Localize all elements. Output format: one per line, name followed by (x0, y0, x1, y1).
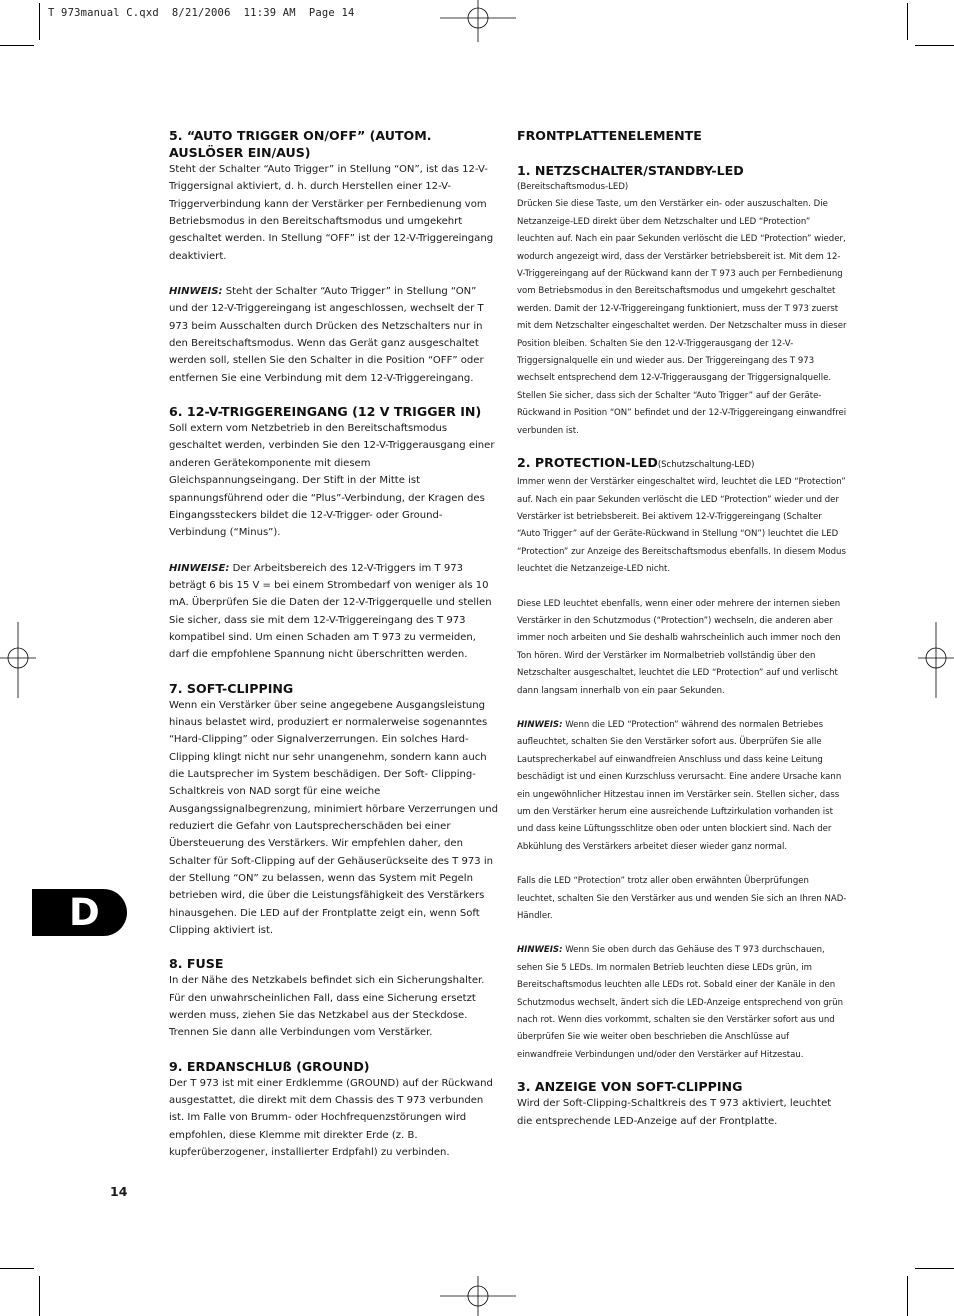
section-heading: 1. NETZSCHALTER/STANDBY-LED (517, 163, 744, 178)
paragraph-text: Steht der Schalter “Auto Trigger” in Stellung “ON” und der 12-V-Triggereingang ist angeschlossen, wechselt der T 973 beim Ausschalten durch Drücken des Netzschalters nur in den Bereitschaftsmodus. Wenn das Gerät ganz ausgeschaltet werden soll, stellen Sie den Schalter in die Position “OFF” oder entfernen Sie eine Verbindung mit dem 12-V-Triggereingang. (169, 286, 484, 384)
note-paragraph (517, 942, 847, 1064)
note-paragraph (169, 283, 498, 387)
paragraph (169, 972, 498, 1041)
section-heading: 3. ANZEIGE VON SOFT-CLIPPING (517, 1079, 743, 1095)
paragraph-text: Steht der Schalter “Auto Trigger” in Stellung “ON”, ist das 12-V-Triggersignal aktiviert, d. h. durch Herstellen einer 12-V-Triggerverbindung kann der Verstärker per Fernbedienung vom Betriebsmodus in den Bereitschaftsmodus und umgekehrt geschaltet werden. In Stellung “OFF” ist der 12-V-Triggereingang deaktiviert. (169, 164, 494, 262)
paragraph-text: Wenn Sie oben durch das Gehäuse des T 973 durchschauen, sehen Sie 5 LEDs. Im normalen Betrieb leuchten diese LEDs grün, im Bereitschaftsmodus leuchten alle LEDs rot. Sobald einer der Kanäle in den Schutzmodus wechselt, ändert sich die LED-Anzeige entsprechend von grün nach rot. Wenn dies vorkommt, schalten sie den Verstärker sofort aus und überprüfen Sie wie weiter oben beschrieben die Anschlüsse auf einwandfreie Verbindungen und/oder den Verstärker auf Hitzestau. (517, 945, 843, 1060)
section-12v-trigger-in (169, 403, 498, 663)
paragraph (169, 1075, 498, 1162)
paragraph (517, 474, 847, 578)
note-paragraph (169, 560, 498, 664)
registration-mark-top (440, 0, 516, 42)
note-label: HINWEIS: (517, 945, 563, 956)
paragraph-text: Soll extern vom Netzbetrieb in den Bereitschaftsmodus geschaltet werden, verbinden Sie den 12-V-Triggerausgang einer anderen Gerätekomponente mit diesem Gleichspannungseingang. Der Stift in der Mitte ist spannungsführend oder die “Plus”-Verbindung, der Kragen des Eingangssteckers bildet die 12-V-Trigger- oder Ground-Verbindung (“Minus”). (169, 423, 495, 539)
section-heading: 7. SOFT-CLIPPING (169, 680, 294, 696)
paragraph-text: Wenn ein Verstärker über seine angegebene Ausgangsleistung hinaus belastet wird, produziert er normalerweise sogenanntes “Hard-Clipping” oder Signalverzerrungen. Ein solches Hard-Clipping klingt nicht nur sehr unangenehm, sondern kann auch die Lautsprecher im System beschädigen. Der Soft- Clipping-Schaltkreis von NAD sorgt für eine weiche Ausgangssignalbegrenzung, minimiert hörbare Verzerrungen und reduziert die Gefahr von Lautsprecherschäden bei einer Übersteuerung des Verstärkers. Wir empfehlen daher, den Schalter für Soft-Clipping auf der Gehäuserückseite des T 973 in der Stellung “ON” zu belassen, wenn das System mit Pegeln betrieben wird, die über die Leistungsfähigkeit des Verstärkers hinausgehen. Die LED auf der Frontplatte zeigt ein, wenn Soft Clipping aktiviert ist. (169, 699, 499, 937)
paragraph (517, 873, 847, 925)
note-label: HINWEIS: (517, 719, 563, 730)
crop-mark (0, 45, 34, 46)
section-heading: 5. “AUTO TRIGGER ON/OFF” (AUTOM. AUSLÖSER EIN/AUS) (169, 128, 432, 160)
crop-mark (39, 1276, 40, 1316)
paragraph: Wird der Soft-Clipping-Schaltkreis des T 973 aktiviert, leuchtet die entsprechende LED-Anzeige auf der Frontplatte. (517, 1098, 832, 1127)
file-slug: T 973manual C.qxd 8/21/2006 11:39 AM Page 14 (48, 7, 355, 19)
section-heading (517, 454, 847, 474)
paragraph (517, 596, 847, 700)
heading-suffix: (Schutzschaltung-LED) (657, 460, 755, 471)
page-number: 14 (110, 1184, 128, 1199)
right-column (517, 127, 847, 1130)
crop-mark (39, 3, 40, 40)
paragraph-text: Falls die LED “Protection” trotz aller oben erwähnten Überprüfungen leuchtet, schalten Sie den Verstärker aus und wenden Sie sich an Ihren NAD-Händler. (517, 876, 847, 922)
note-paragraph (517, 717, 847, 856)
note-label: HINWEIS: (169, 286, 223, 298)
crop-mark (915, 45, 954, 46)
paragraph (169, 161, 498, 265)
section-fuse (169, 955, 498, 1041)
registration-mark-bottom (440, 1276, 516, 1316)
crop-mark (907, 3, 908, 40)
section-ground (169, 1058, 498, 1162)
language-tab-letter: D (69, 891, 100, 934)
section-heading: 8. FUSE (169, 956, 224, 972)
crop-mark (915, 1268, 954, 1269)
paragraph (169, 420, 498, 541)
paragraph: Drücken Sie diese Taste, um den Verstärker ein- oder auszuschalten. Die Netzanzeige-LED direkt über dem Netzschalter und LED “Protection” leuchten auf. Nach ein paar Sekunden verlöscht die LED “Protection” wieder, wodurch angezeigt wird, dass der Verstärker betriebsbereit ist. Mit dem 12-V-Triggereingang auf der Rückwand kann der T 973 auch per Fernbedienung vom Betriebsmodus in den Bereitschaftsmodus und umgekehrt geschaltet werden. Damit der 12-V-Triggereingang funktioniert, muss der T 973 zuerst mit dem Netzschalter eingeschaltet werden. Der Netzschalter muss in dieser Position bleiben. Schalten Sie den 12-V-Triggerausgang der 12-V-Triggersignalquelle ein und wieder aus. Der Triggereingang des T 973 wechselt entsprechend dem 12-V-Triggerausgang der Triggersignalquelle. Stellen Sie sicher, dass sich der Schalter “Auto Trigger” auf der Geräte-Rückwand in Position “ON” befindet und der 12-V-Triggereingang einwandfrei verbunden ist. (517, 199, 847, 436)
registration-mark-right (918, 622, 954, 698)
paragraph-text: Wenn die LED “Protection” während des normalen Betriebes aufleuchtet, schalten Sie den Verstärker sofort aus. Überprüfen Sie alle Lautsprecherkabel auf einwandfreien Anschluss und dass keine Leitung beschädigt ist und einen Kurzschluss verursacht. Eine andere Ursache kann ein ungewöhnlicher Hitzestau innen im Verstärker sein. Stellen sicher, dass um den Verstärker herum eine ausreichende Luftzirkulation vorhanden ist und dass keine Lüftungsschlitze oben oder unten blockiert sind. Nach der Abkühlung des Verstärkers arbeitet dieser wieder ganz normal. (517, 719, 842, 852)
section-soft-clipping (169, 680, 498, 940)
left-column (169, 127, 498, 1162)
paragraph-text: Immer wenn der Verstärker eingeschaltet wird, leuchtet die LED “Protection” auf. Nach ein paar Sekunden verlöscht die LED “Protection” wieder und der Verstärker ist betriebsbereit. Bei aktivem 12-V-Triggereingang (Schalter “Auto Trigger” auf der Geräte-Rückwand in Stellung “ON”) leuchtet die LED “Protection” zur Anzeige des Bereitschaftsmodus ebenfalls. In diesem Modus leuchtet die Netzanzeige-LED nicht. (517, 477, 846, 575)
paragraph-text: In der Nähe des Netzkabels befindet sich ein Sicherungshalter. Für den unwahrscheinlichen Fall, dass eine Sicherung ersetzt werden muss, ziehen Sie das Netzkabel aus der Steckdose. Trennen Sie dann alle Verbindungen vom Verstärker. (169, 975, 485, 1039)
section-auto-trigger (169, 127, 498, 387)
note-label: HINWEISE: (169, 562, 230, 574)
section-heading: 6. 12-V-TRIGGEREINGANG (12 V TRIGGER IN) (169, 404, 482, 420)
heading-text: 2. PROTECTION-LED (517, 455, 658, 471)
section-protection-led (517, 454, 847, 1064)
paragraph-text: Der T 973 ist mit einer Erdklemme (GROUND) auf der Rückwand ausgestattet, die direkt mit dem Chassis des T 973 verbunden ist. Im Falle von Brumm- oder Hochfrequenzstörungen wird empfohlen, diese Klemme mit direkter Erde (z. B. kupferüberzogener, installierter Erdpfahl) zu verbinden. (169, 1077, 493, 1159)
section-power-switch (517, 162, 847, 440)
paragraph-text: Der Arbeitsbereich des 12-V-Triggers im T 973 beträgt 6 bis 15 V = bei einem Strombedarf von weniger als 10 mA. Überprüfen Sie die Daten der 12-V-Triggerquelle und stellen Sie sicher, dass sie mit dem 12-V-Triggereingang des T 973 kompatibel sind. Um einen Schaden am T 973 zu vermeiden, darf die empfohlene Spannung nicht überschritten werden. (169, 562, 492, 661)
column-title: FRONTPLATTENELEMENTE (517, 128, 702, 143)
section-heading: 9. ERDANSCHLUß (GROUND) (169, 1058, 370, 1074)
section-soft-clipping-indicator (517, 1078, 847, 1130)
language-tab (32, 889, 127, 936)
crop-mark (907, 1276, 908, 1316)
crop-mark (0, 1268, 34, 1269)
paragraph (169, 697, 498, 940)
subheading: (Bereitschaftsmodus-LED) (517, 182, 629, 192)
paragraph-text: Diese LED leuchtet ebenfalls, wenn einer oder mehrere der internen sieben Verstärker in den Schutzmodus (“Protection”) wechseln, die anderen aber immer noch arbeiten und Sie deshalb wahrscheinlich auch immer noch den Ton hören. Wird der Verstärker im Normalbetrieb vollständig über den Netzschalter ausgeschaltet, leuchtet die LED “Protection” auf und verlischt dann langsam innerhalb von ein paar Sekunden. (517, 598, 841, 696)
registration-mark-left (0, 622, 36, 698)
